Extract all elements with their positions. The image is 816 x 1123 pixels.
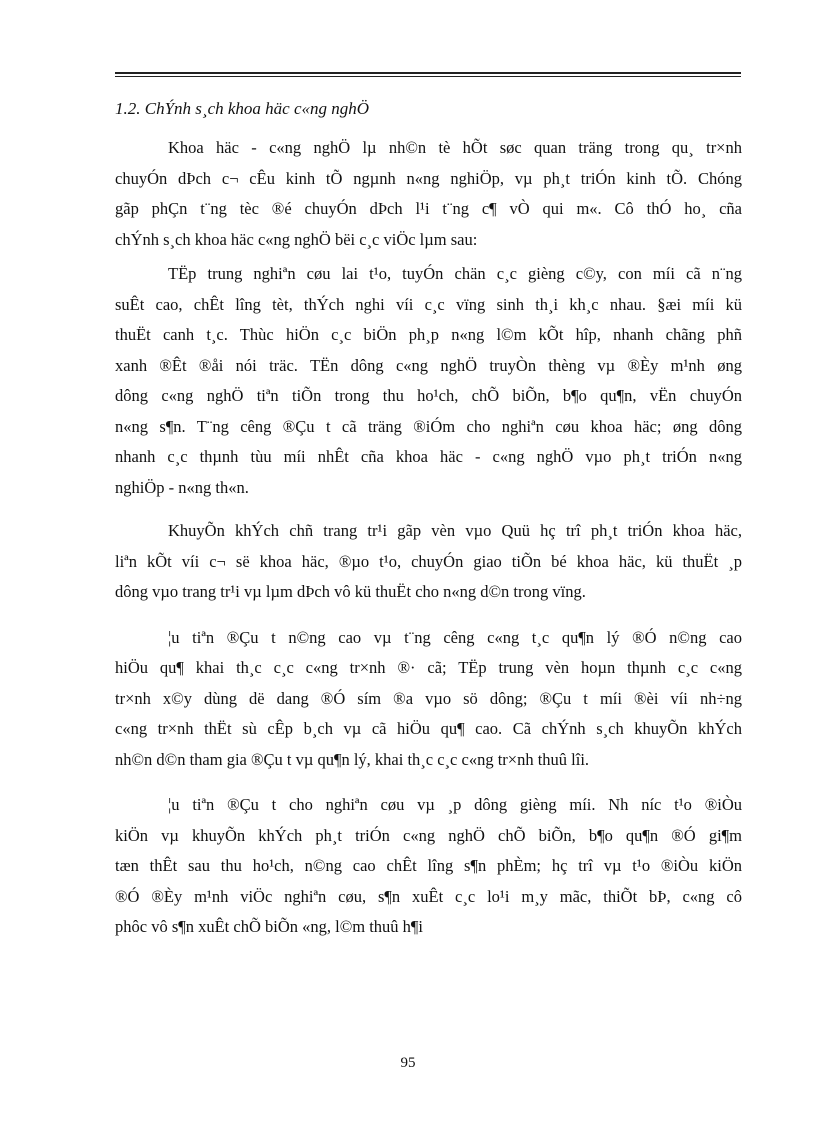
paragraph-line: nghiÖp - n«ng th«n. xyxy=(115,477,249,497)
paragraph-line: ¦u tiªn ®Çu t n©ng cao vµ t¨ng cêng c«ng t¸c qu¶n lý ®Ó n©ng cao xyxy=(168,627,742,647)
paragraph-line: liªn kÕt víi c¬ së khoa häc, ®µo t¹o, chuyÓn giao tiÕn bé khoa häc, kü thuËt ¸p xyxy=(115,551,742,571)
paragraph-line: suÊt cao, chÊt lîng tèt, thÝch nghi víi c¸c vïng sinh th¸i kh¸c nhau. §æi míi kü xyxy=(115,294,742,314)
paragraph-line: thuËt canh t¸c. Thùc hiÖn c¸c biÖn ph¸p n«ng l©m kÕt hîp, nhanh chãng phñ xyxy=(115,325,742,344)
header-rule-thick xyxy=(115,72,741,74)
paragraph-line: chuyÓn dÞch c¬ cÊu kinh tÕ ngµnh n«ng nghiÖp, vµ ph¸t triÓn kinh tÕ. Chóng xyxy=(115,168,742,188)
paragraph-line: hiÖu qu¶ khai th¸c c¸c c«ng tr×nh ®· cã; TËp trung vèn hoµn thµnh c¸c c«ng xyxy=(115,658,742,677)
paragraph-line: dông c«ng nghÖ tiªn tiÕn trong thu ho¹ch, chÕ biÕn, b¶o qu¶n, vËn chuyÓn xyxy=(115,386,742,405)
paragraph-line: Khoa häc - c«ng nghÖ lµ nh©n tè hÕt søc quan träng trong qu¸ tr×nh xyxy=(168,138,742,157)
paragraph-line: xanh ®Êt ®åi nói träc. TËn dông c«ng nghÖ truyÒn thèng vµ ®Èy m¹nh øng xyxy=(115,355,742,375)
paragraph-line: dông vµo trang tr¹i vµ lµm dÞch vô kü thuËt cho n«ng d©n trong vïng. xyxy=(115,582,586,601)
paragraph-line: kiÖn vµ khuyÕn khÝch ph¸t triÓn c«ng nghÖ chÕ biÕn, b¶o qu¶n ®Ó gi¶m xyxy=(115,825,742,845)
paragraph-line: tr×nh x©y dùng dë dang ®Ó sím ®a vµo sö dông; ®Çu t míi ®èi víi nh÷ng xyxy=(115,688,742,708)
paragraph-line: gãp phÇn t¨ng tèc ®é chuyÓn dÞch l¹i t¨ng c¶ vÒ qui m«. Cô thÓ ho¸ cña xyxy=(115,199,742,218)
header-rule-thin xyxy=(115,76,741,77)
paragraph-line: n«ng s¶n. T¨ng cêng ®Çu t cã träng ®iÓm cho nghiªn cøu khoa häc; øng dông xyxy=(115,416,742,436)
paragraph-line: c«ng tr×nh thËt sù cÊp b¸ch vµ cã hiÖu qu¶ cao. Cã chÝnh s¸ch khuyÕn khÝch xyxy=(115,719,742,738)
section-heading: 1.2. ChÝnh s¸ch khoa häc c«ng nghÖ xyxy=(115,99,370,118)
paragraph-5 xyxy=(115,790,742,943)
paragraph-line: KhuyÕn khÝch chñ trang tr¹i gãp vèn vµo Quü hç trî ph¸t triÓn khoa häc, xyxy=(168,521,742,540)
paragraph-2 xyxy=(115,259,742,503)
paragraph-line: nh©n d©n tham gia ®Çu t vµ qu¶n lý, khai th¸c c¸c c«ng tr×nh thuû lîi. xyxy=(115,749,590,769)
paragraph-line: chÝnh s¸ch khoa häc c«ng nghÖ bëi c¸c viÖc lµm sau: xyxy=(115,229,478,249)
paragraph-line: ¦u tiªn ®Çu t cho nghiªn cøu vµ ¸p dông gièng míi. Nh níc t¹o ®iÒu xyxy=(168,795,742,814)
page-number: 95 xyxy=(400,1055,416,1071)
paragraph-1 xyxy=(115,133,742,255)
paragraph-4 xyxy=(115,623,742,776)
page-content xyxy=(115,90,742,943)
paragraph-line: nhanh c¸c thµnh tùu míi nhÊt cña khoa häc - c«ng nghÖ vµo ph¸t triÓn n«ng xyxy=(115,447,742,466)
paragraph-line: phôc vô s¶n xuÊt chÕ biÕn «ng, l©m thuû h¶i xyxy=(115,917,423,936)
paragraph-line: tæn thÊt sau thu ho¹ch, n©ng cao chÊt lîng s¶n phÈm; hç trî vµ t¹o ®iÒu kiÖn xyxy=(115,856,742,875)
paragraph-line: ®Ó ®Èy m¹nh viÖc nghiªn cøu, s¶n xuÊt c¸c lo¹i m¸y mãc, thiÕt bÞ, c«ng cô xyxy=(115,886,742,906)
paragraph-3 xyxy=(115,516,742,608)
paragraph-line: TËp trung nghiªn cøu lai t¹o, tuyÓn chän c¸c gièng c©y, con míi cã n¨ng xyxy=(168,264,742,283)
